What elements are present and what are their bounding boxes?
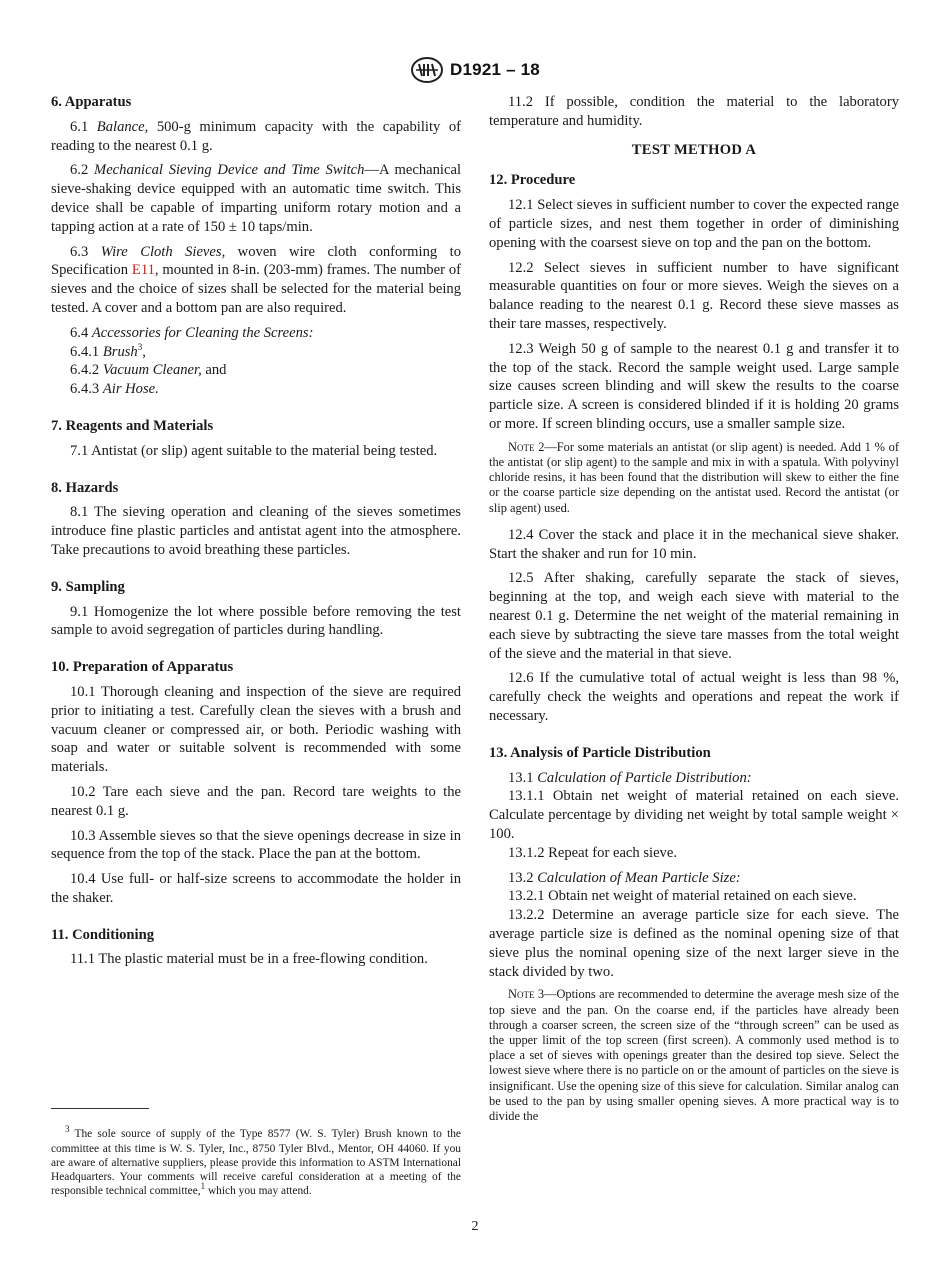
right-column: [489, 93, 899, 1134]
paragraph-8-1: 8.1 The sieving operation and cleaning of the sieves sometimes introduce fine plastic particles and antistat agent into the atmosphere. Take precautions to avoid breathing these particles.: [51, 504, 461, 558]
section-8-title: 8. Hazards: [51, 479, 119, 496]
paragraph-13-1: 13.1 Calculation of Particle Distribution:: [508, 769, 752, 786]
section-7-title: 7. Reagents and Materials: [51, 417, 214, 434]
footnote-ref-1[interactable]: 1: [200, 1181, 206, 1192]
paragraph-6-4: 6.4 Accessories for Cleaning the Screens:: [70, 324, 314, 341]
paragraph-10-3: 10.3 Assemble sieves so that the sieve openings decrease in size in sequence from the top of the stack. Place the pan at the bottom.: [51, 827, 461, 863]
section-10-title: 10. Preparation of Apparatus: [51, 659, 234, 676]
paragraph-13-1-1: 13.1.1 Obtain net weight of material retained on each sieve. Calculate percentage by dividing net weight by total sample weight × 100.: [489, 788, 899, 842]
paragraph-10-2: 10.2 Tare each sieve and the pan. Record tare weights to the nearest 0.1 g.: [51, 783, 461, 819]
footnote-ref-3[interactable]: 3: [137, 341, 143, 352]
paragraph-6-1: 6.1 Balance, 500-g minimum capacity with the capability of reading to the nearest 0.1 g.: [51, 118, 461, 154]
astm-logo-icon: [410, 56, 444, 84]
paragraph-13-2-1: 13.2.1 Obtain net weight of material retained on each sieve.: [508, 888, 857, 905]
paragraph-6-3: 6.3 Wire Cloth Sieves, woven wire cloth conforming to Specification E11, mounted in 8-in. (203-mm) frames. The number of sieves and the choice of sizes shall be selected for the material being tested. A cover and a bottom pan are also required.: [51, 243, 462, 316]
paragraph-10-4: 10.4 Use full- or half-size screens to accommodate the holder in the shaker.: [51, 871, 461, 906]
page-header: [0, 56, 950, 84]
paragraph-12-5: 12.5 After shaking, carefully separate the stack of sieves, beginning at the top, and weigh each sieve with material to the nearest 0.1 g. Determine the net weight of the material remaining in each sieve by subtracting the sieve tare masses from the total weight of the sieve and the material in that sieve.: [489, 570, 899, 662]
page-number: 2: [471, 1219, 479, 1234]
spec-e11-link[interactable]: E11: [131, 262, 155, 279]
note-2: Note 2—For some materials an antistat (or slip agent) is needed. Add 1 % of the antistat (or slip agent) to the sample and mix in with a spatula. With polyvinyl chloride resins, it has been found that the distribution will skew to either the fine or the coarse particle size depending on the antistat used. Record the antistat (or slip agent) used.: [489, 439, 899, 515]
paragraph-10-1: 10.1 Thorough cleaning and inspection of the sieve are required prior to initiating a test. Carefully clean the sieves with a brush and vacuum cleaner or compressed air, or both. Periodic washing with soap and water or suitable solvent is recommended with some materials.: [51, 683, 461, 776]
paragraph-11-2: 11.2 If possible, condition the material to the laboratory temperature and humidity.: [489, 94, 899, 129]
paragraph-6-4-1: 6.4.1 Brush$^3$,: [70, 341, 146, 360]
left-column: [51, 93, 461, 975]
paragraph-12-2: 12.2 Select sieves in sufficient number to have significant measurable quantities on four or more sieves. Weigh the sieves on a balance reading to the nearest 0.1 g. Record these sieve masses as their tare masses, respectively.: [489, 259, 899, 332]
test-method-a-heading: TEST METHOD A: [631, 141, 757, 158]
footnote-divider: [51, 1108, 149, 1109]
paragraph-6-4-2: 6.4.2 Vacuum Cleaner, and: [70, 362, 227, 379]
section-11-title: 11. Conditioning: [51, 926, 155, 943]
section-6-title: 6. Apparatus: [51, 94, 132, 110]
paragraph-12-4: 12.4 Cover the stack and place it in the mechanical sieve shaker. Start the shaker and run for 10 min.: [489, 526, 899, 562]
paragraph-13-1-2: 13.1.2 Repeat for each sieve.: [508, 844, 677, 861]
paragraph-12-3: 12.3 Weigh 50 g of sample to the nearest 0.1 g and transfer it to the top of the stack. Record the sample weight used. Large sample size causes screen blinding and will skew the results to the coarse particle size. A screen is considered blinded if it is holding 20 grams or more. If screen blinding occurs, use a smaller sample size.: [489, 340, 899, 432]
paragraph-6-4-3: 6.4.3 Air Hose.: [70, 381, 159, 398]
section-12-title: 12. Procedure: [489, 172, 576, 189]
document-id: D1921 – 18: [450, 60, 540, 79]
paragraph-7-1: 7.1 Antistat (or slip) agent suitable to the material being tested.: [70, 442, 438, 459]
paragraph-12-1: 12.1 Select sieves in sufficient number to cover the expected range of particle sizes, and nest them together in order of diminishing opening with the coarsest sieve on top and the pan on the bottom.: [489, 197, 899, 251]
section-9-title: 9. Sampling: [51, 578, 125, 595]
paragraph-13-2-2: 13.2.2 Determine an average particle size for each sieve. The average particle size is defined as the nominal opening size of that sieve plus the nominal opening size of the next larger sieve in the stack divided by two.: [489, 907, 899, 980]
note-3: Note 3—Options are recommended to determine the average mesh size of the top sieve and the pan. On the coarse end, if the particles have already been through a coarser screen, the screen size of the “through screen” can be used as the upper limit of the top screen (first screen). A commonly used method is to place a set of sieves with openings greater than the desired top sieve. Select the lowest sieve where there is no particle on or the amount of particles on the sieve is insignificant. Use the opening size of this sieve for calculation. Similar analog can be used to the pan by using smaller opening sieves. A more practical way is to divide the: [489, 987, 899, 1123]
paragraph-11-1: 11.1 The plastic material must be in a free-flowing condition.: [70, 951, 428, 968]
section-13-title: 13. Analysis of Particle Distribution: [489, 744, 711, 761]
paragraph-6-2: 6.2 Mechanical Sieving Device and Time Switch—A mechanical sieve-shaking device equipped with an automatic time switch. This device shall be capable of imparting uniform rotary motion and a tapping action at a rate of 150 ± 10 taps/min.: [51, 162, 461, 235]
paragraph-9-1: 9.1 Homogenize the lot where possible before removing the test sample to avoid segregation of particles during handling.: [51, 603, 461, 639]
footnote-3: $^3$ The sole source of supply of the Type 8577 (W. S. Tyler) Brush known to the committee at this time is W. S. Tyler, Inc., 8750 Tyler Blvd., Mentor, OH 44060. If you are aware of alternative suppliers, please provide this information to ASTM International Headquarters. Your comments will receive careful consideration at a meeting of the responsible technical committee,$^1$ which you may attend.: [51, 1124, 461, 1198]
paragraph-13-2: 13.2 Calculation of Mean Particle Size:: [508, 869, 741, 886]
paragraph-12-6: 12.6 If the cumulative total of actual weight is less than 98 %, carefully check the weights and operations and repeat the work if necessary.: [489, 670, 899, 724]
